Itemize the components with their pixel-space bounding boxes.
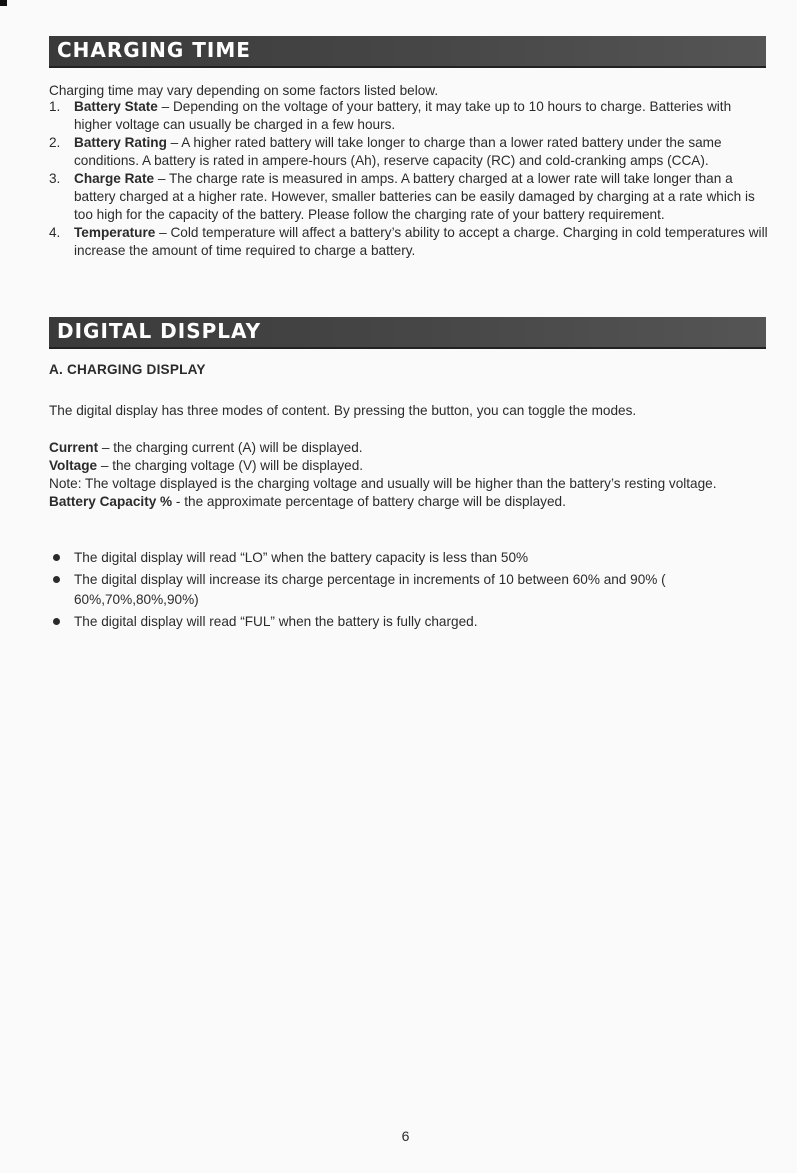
definition-text: - the approximate percentage of battery charge will be displayed. [172,494,566,509]
page-number: 6 [401,1128,410,1144]
bullet-text: The digital display will read “LO” when the battery capacity is less than 50% [74,550,529,565]
list-number: 2. [49,135,61,150]
charging-factors-list [49,98,769,260]
list-item [49,548,769,568]
section-header-charging-time [49,36,766,68]
list-text: – A higher rated battery will take longer to charge than a lower rated battery under the same conditions. A battery is rated in ampere-hours (Ah), reserve capacity (RC) and cold-cranking amps (CCA). [74,135,722,168]
voltage-note [49,475,769,493]
definition-battery-capacity [49,493,769,511]
list-term: Charge Rate [74,171,155,186]
list-number: 4. [49,225,61,240]
list-item [49,224,769,260]
charging-time-intro: Charging time may vary depending on some factors listed below. [49,83,439,98]
list-term: Battery Rating [74,135,167,150]
list-item [49,134,769,170]
note-text: Note: The voltage displayed is the charging voltage and usually will be higher than the battery’s resting voltage. [49,476,717,491]
definition-text: – the charging current (A) will be displayed. [98,440,363,455]
definition-term: Voltage [49,458,98,473]
bullet-text: The digital display will read “FUL” when the battery is fully charged. [74,614,478,629]
list-item [49,98,769,134]
display-readout-list [49,548,769,634]
bullet-icon [53,618,60,625]
list-term: Battery State [74,99,158,114]
list-item [49,170,769,224]
section-title: CHARGING TIME [57,38,251,62]
definition-term: Battery Capacity % [49,494,173,509]
display-modes-paragraph: The digital display has three modes of content. By pressing the button, you can toggle the modes. [49,403,637,418]
definition-current [49,439,769,457]
definition-voltage [49,457,769,475]
definition-text: – the charging voltage (V) will be displayed. [97,458,364,473]
definition-term: Current [49,440,99,455]
charging-display-subheading: A. CHARGING DISPLAY [49,362,206,377]
list-item [49,570,769,610]
list-item [49,612,769,632]
bullet-icon [53,576,60,583]
list-number: 1. [49,99,61,114]
section-header-digital-display [49,317,766,349]
list-term: Temperature [74,225,156,240]
list-text: – Depending on the voltage of your battery, it may take up to 10 hours to charge. Batteries with higher voltage can usually be charged in a few hours. [74,99,732,132]
list-number: 3. [49,171,61,186]
bullet-icon [53,554,60,561]
list-text: – Cold temperature will affect a battery’s ability to accept a charge. Charging in cold temperatures will increase the amount of time required to charge a battery. [74,225,768,258]
list-text: – The charge rate is measured in amps. A battery charged at a lower rate will take longer than a battery charged at a higher rate. However, smaller batteries can be easily damaged by charging at a rate which is too high for the capacity of the battery. Please follow the charging rate of your battery requirement. [74,171,755,222]
corner-mark [0,0,7,6]
display-mode-definitions [49,439,769,511]
section-title: DIGITAL DISPLAY [57,319,262,343]
bullet-text: The digital display will increase its charge percentage in increments of 10 between 60% and 90% ( 60%,70%,80%,90%) [74,572,666,607]
